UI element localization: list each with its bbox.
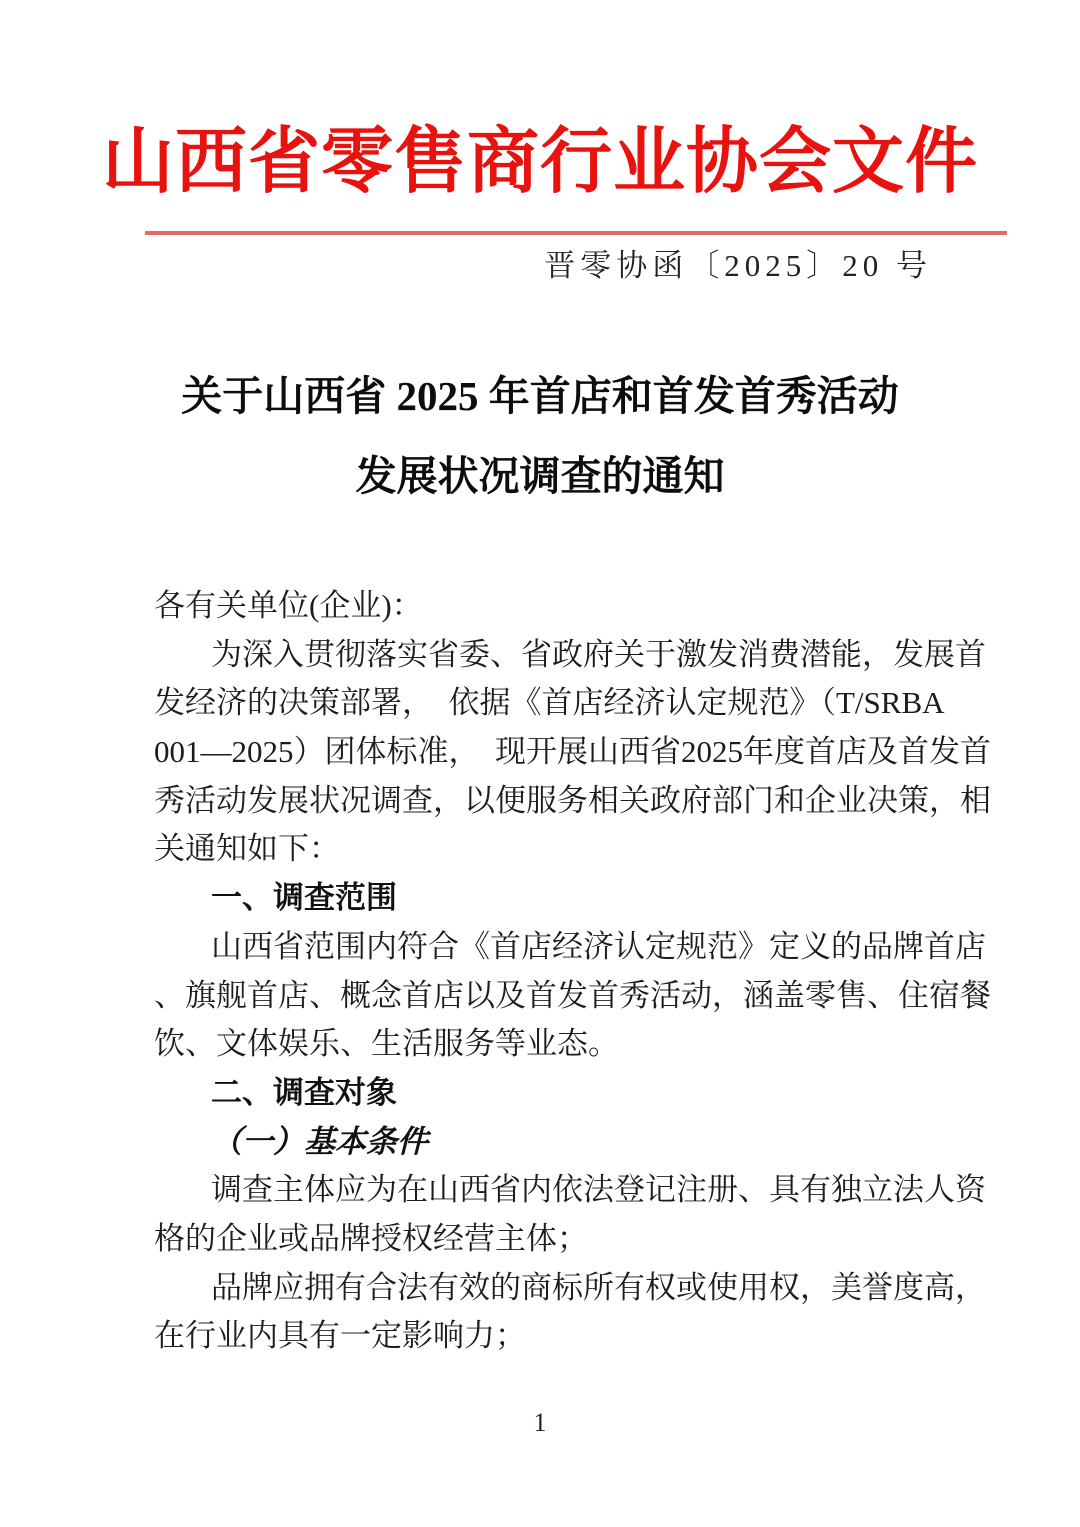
- body-line: 秀活动发展状况调查，以便服务相关政府部门和企业决策，相: [154, 782, 991, 818]
- page-number: 1: [533, 1408, 547, 1437]
- body-line: 为深入贯彻落实省委、省政府关于激发消费潜能，发展首: [211, 636, 986, 672]
- body-line: 调查主体应为在山西省内依法登记注册、具有独立法人资: [211, 1172, 986, 1208]
- document-body: [154, 582, 991, 1361]
- body-line: 格的企业或品牌授权经营主体；: [154, 1220, 588, 1256]
- body-line: 、旗舰首店、概念首店以及首发首秀活动，涵盖零售、住宿餐: [154, 977, 991, 1013]
- section-heading-survey-scope: 一、调查范围: [211, 880, 397, 916]
- org-header-title: 山西省零售商行业协会文件: [101, 122, 978, 202]
- red-divider-line: [145, 231, 1007, 235]
- salutation: 各有关单位(企业)：: [154, 588, 423, 623]
- subsection-heading-basic-conditions: （一）基本条件: [211, 1123, 428, 1159]
- body-line: 关通知如下：: [154, 831, 340, 867]
- body-line: 品牌应拥有合法有效的商标所有权或使用权，美誉度高，: [211, 1269, 986, 1305]
- document-number: 晋零协函〔2025〕20 号: [544, 248, 932, 283]
- document-title: [0, 356, 1080, 516]
- body-line: 在行业内具有一定影响力；: [154, 1318, 526, 1354]
- body-line: 山西省范围内符合《首店经济认定规范》定义的品牌首店: [211, 928, 986, 964]
- body-line: 001—2025）团体标准， 现开展山西省2025年度首店及首发首: [154, 734, 991, 770]
- document-title-line-2: 发展状况调查的通知: [355, 453, 725, 499]
- body-line: 发经济的决策部署， 依据《首店经济认定规范》（T/SRBA: [154, 685, 945, 721]
- document-title-line-1: 关于山西省 2025 年首店和首发首秀活动: [181, 373, 899, 419]
- section-heading-survey-subjects: 二、调查对象: [211, 1074, 397, 1110]
- body-line: 饮、文体娱乐、生活服务等业态。: [154, 1026, 619, 1062]
